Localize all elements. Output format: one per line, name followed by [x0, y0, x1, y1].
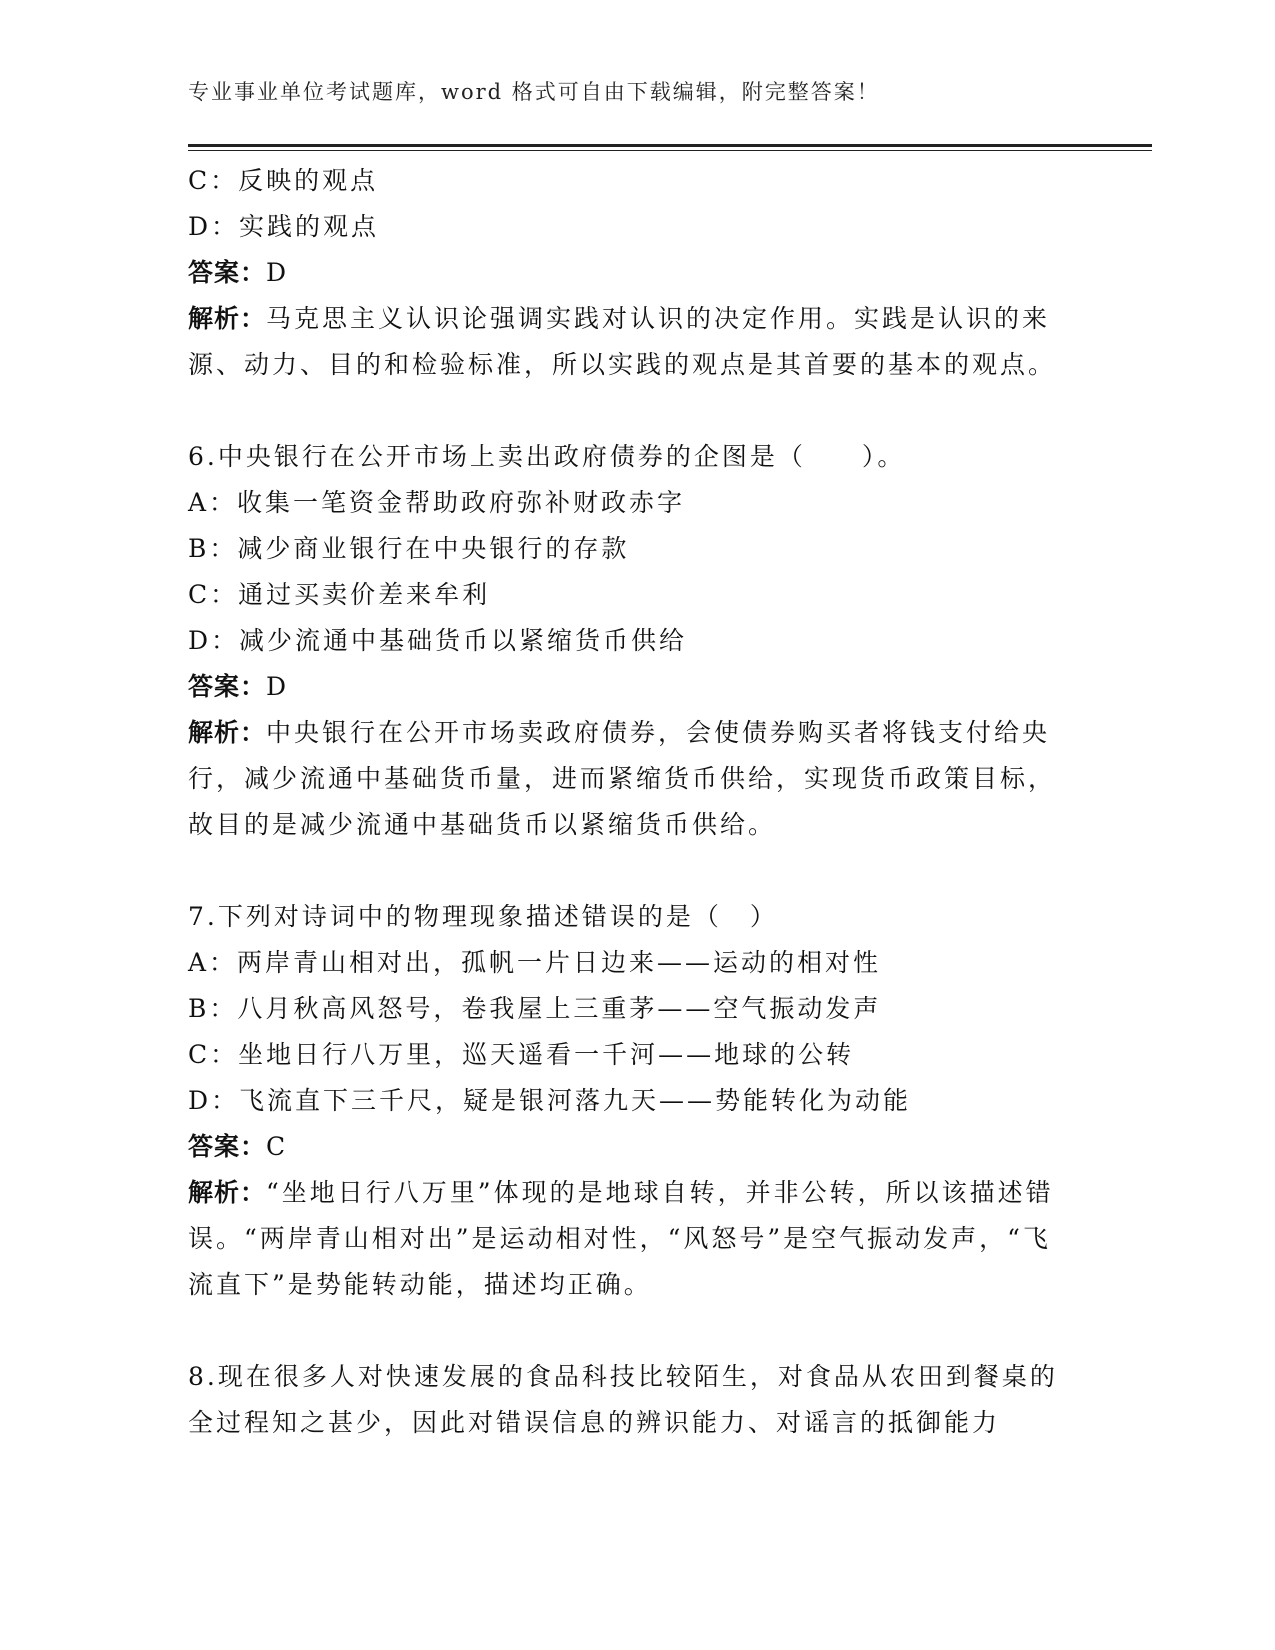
- q6-analysis: [188, 710, 1068, 848]
- q7-question: 7.下列对诗词中的物理现象描述错误的是（ ）: [188, 902, 778, 931]
- q6-question: 6.中央银行在公开市场上卖出政府债券的企图是（ ）。: [188, 442, 906, 471]
- q7-option-c: C：坐地日行八万里，巡天遥看一千河——地球的公转: [188, 1040, 855, 1069]
- q7-option-a: A：两岸青山相对出，孤帆一片日边来——运动的相对性: [188, 948, 882, 977]
- q7-option-d: D：飞流直下三千尺，疑是银河落九天——势能转化为动能: [188, 1086, 912, 1115]
- q6-option-b: B：减少商业银行在中央银行的存款: [188, 534, 630, 563]
- spacer: [188, 1308, 1068, 1354]
- answer-value: D: [266, 258, 290, 287]
- q6-answer: [188, 664, 1068, 710]
- q7-option-b: B：八月秋高风怒号，卷我屋上三重茅——空气振动发声: [188, 994, 882, 1023]
- answer-value: C: [266, 1132, 289, 1161]
- analysis-text: “坐地日行八万里”体现的是地球自转，并非公转，所以该描述错误。“两岸青山相对出”是运动相对性，“风怒号”是空气振动发声，“飞流直下”是势能转动能，描述均正确。: [188, 1178, 1054, 1299]
- document-body: [188, 158, 1068, 1446]
- header-rule-thick: [188, 144, 1152, 147]
- answer-label: 答案：: [188, 258, 267, 287]
- spacer: [188, 848, 1068, 894]
- analysis-label: 解析：: [188, 718, 267, 747]
- answer-value: D: [266, 672, 290, 701]
- answer-label: 答案：: [188, 672, 267, 701]
- analysis-label: 解析：: [188, 304, 267, 333]
- q6-option-a: A：收集一笔资金帮助政府弥补财政赤字: [188, 488, 686, 517]
- q5-option-d: D：实践的观点: [188, 212, 380, 241]
- q6-option-d: D：减少流通中基础货币以紧缩货币供给: [188, 626, 688, 655]
- q8-question: 8.现在很多人对快速发展的食品科技比较陌生，对食品从农田到餐桌的全过程知之甚少，因此对错误信息的辨识能力、对谣言的抵御能力: [188, 1362, 1058, 1437]
- q5-option-c: C：反映的观点: [188, 166, 379, 195]
- analysis-text: 中央银行在公开市场卖政府债券，会使债券购买者将钱支付给央行，减少流通中基础货币量，进而紧缩货币供给，实现货币政策目标，故目的是减少流通中基础货币以紧缩货币供给。: [188, 718, 1057, 839]
- q7-analysis: [188, 1170, 1068, 1308]
- q6-option-c: C：通过买卖价差来牟利: [188, 580, 491, 609]
- header-rule-thin: [188, 150, 1152, 151]
- q5-analysis: [188, 296, 1068, 388]
- q5-answer: [188, 250, 1068, 296]
- q7-answer: [188, 1124, 1068, 1170]
- page-header: 专业事业单位考试题库，word 格式可自由下载编辑，附完整答案！: [188, 80, 880, 104]
- answer-label: 答案：: [188, 1132, 267, 1161]
- analysis-text: 马克思主义认识论强调实践对认识的决定作用。实践是认识的来源、动力、目的和检验标准，所以实践的观点是其首要的基本的观点。: [188, 304, 1057, 379]
- spacer: [188, 388, 1068, 434]
- analysis-label: 解析：: [188, 1178, 267, 1207]
